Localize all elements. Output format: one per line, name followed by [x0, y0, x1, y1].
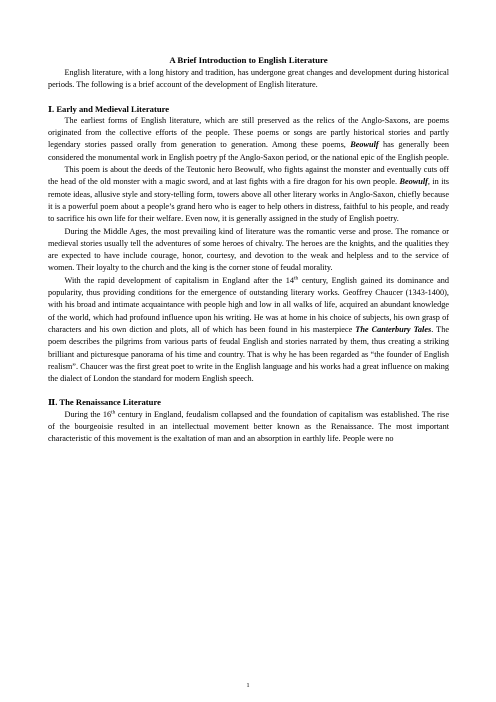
section-heading-text: . The Renaissance Literature [55, 397, 161, 408]
section-heading-2 [48, 396, 449, 408]
paragraph [48, 275, 449, 386]
paragraph [48, 115, 449, 164]
text-run: With the rapid development of capitalism in England after the 14 [64, 275, 295, 285]
section-numeral: Ⅱ [48, 397, 56, 408]
text-run: has generally been considered the monumental work in English poetry pf the Anglo-Saxon period, or the national epic of the English people. [48, 140, 449, 162]
text-run: century in England, feudalism collapsed and the foundation of capitalism was established. The rise of the bourgeoisie resulted in an intellectual movement better known as the Renaissance. The most important characteristic of this movement is the exaltation of man and an absorption in earthly life. People were no [48, 409, 449, 444]
paragraph: During the Middle Ages, the most prevailing kind of literature was the romantic verse and prose. The romance or medieval stories usually tell the adventures of some heroes of chivalry. The heroes are the knights, and the qualities they are expected to have include courage, honor, courtesy, and devotion to the weak and helpless and to the service of women. Their loyalty to the church and the king is the corner stone of feudal morality. [48, 226, 449, 273]
text-run: During the 16 [64, 409, 112, 419]
page-number: 1 [246, 682, 250, 689]
document-body [48, 54, 449, 446]
document-title: A Brief Introduction to English Literature [169, 55, 328, 65]
section-heading-1 [48, 103, 449, 115]
text-run: This poem is about the deeds of the Teutonic hero Beowulf, who fights against the monster and eventually cuts off the head of the old monster with a magic sword, and at last fights with a fire dragon for his own people. [48, 165, 449, 187]
paragraph [48, 164, 449, 225]
text-run: , in its remote ideas, allusive style and story-telling form, towers above all other literary works in Anglo-Saxon, chiefly because it is a powerful poem about a people’s grand hero who is eager to help others in distress, faithful to his people, and ready to sacrifice his own life for their welfare. Even now, it is generally assigned in the study of English poetry. [48, 177, 449, 224]
work-title: Beowulf [350, 140, 379, 150]
superscript: th [111, 408, 116, 415]
intro-paragraph: English literature, with a long history and tradition, has undergone great changes and development during historical periods. The following is a brief account of the development of English literature. [48, 68, 449, 90]
section-heading-text: . Early and Medieval Literature [52, 103, 170, 114]
section-numeral: Ⅰ [48, 103, 53, 114]
text-run: The earliest forms of English literature, which are still preserved as the relics of the Anglo-Saxons, are poems originated from the collective efforts of the people. These poems or songs are partly historical stories and partly legendary stories passed orally from generation to generation. Among these poems, [48, 115, 449, 150]
paragraph [48, 409, 449, 446]
superscript: th [294, 275, 299, 281]
text-run: century, English gained its dominance and popularity, thus providing conditions for the emergence of outstanding literary works. Geoffrey Chaucer (1343-1400), with his broad and intimate acquaintance with people high and low in all walks of life, acquired an abundant knowledge of the world, which had profound influence upon his writing. He was at home in his choice of subjects, his own grasp of characters and his own diction and plots, all of which has been found in his masterpiece [48, 275, 450, 334]
work-title: The Canterbury Tales [355, 324, 432, 334]
work-title: Beowulf [399, 177, 428, 187]
text-run: . The poem describes the pilgrims from various parts of feudal English and stories narrated by them, thus creating a striking brilliant and picturesque panorama of his time and country. That is why he has been regarded as “the founder of English realism”. Chaucer was the first great poet to write in the English language and his works had a great influence on making the dialect of London the standard for modern English speech. [48, 324, 449, 384]
